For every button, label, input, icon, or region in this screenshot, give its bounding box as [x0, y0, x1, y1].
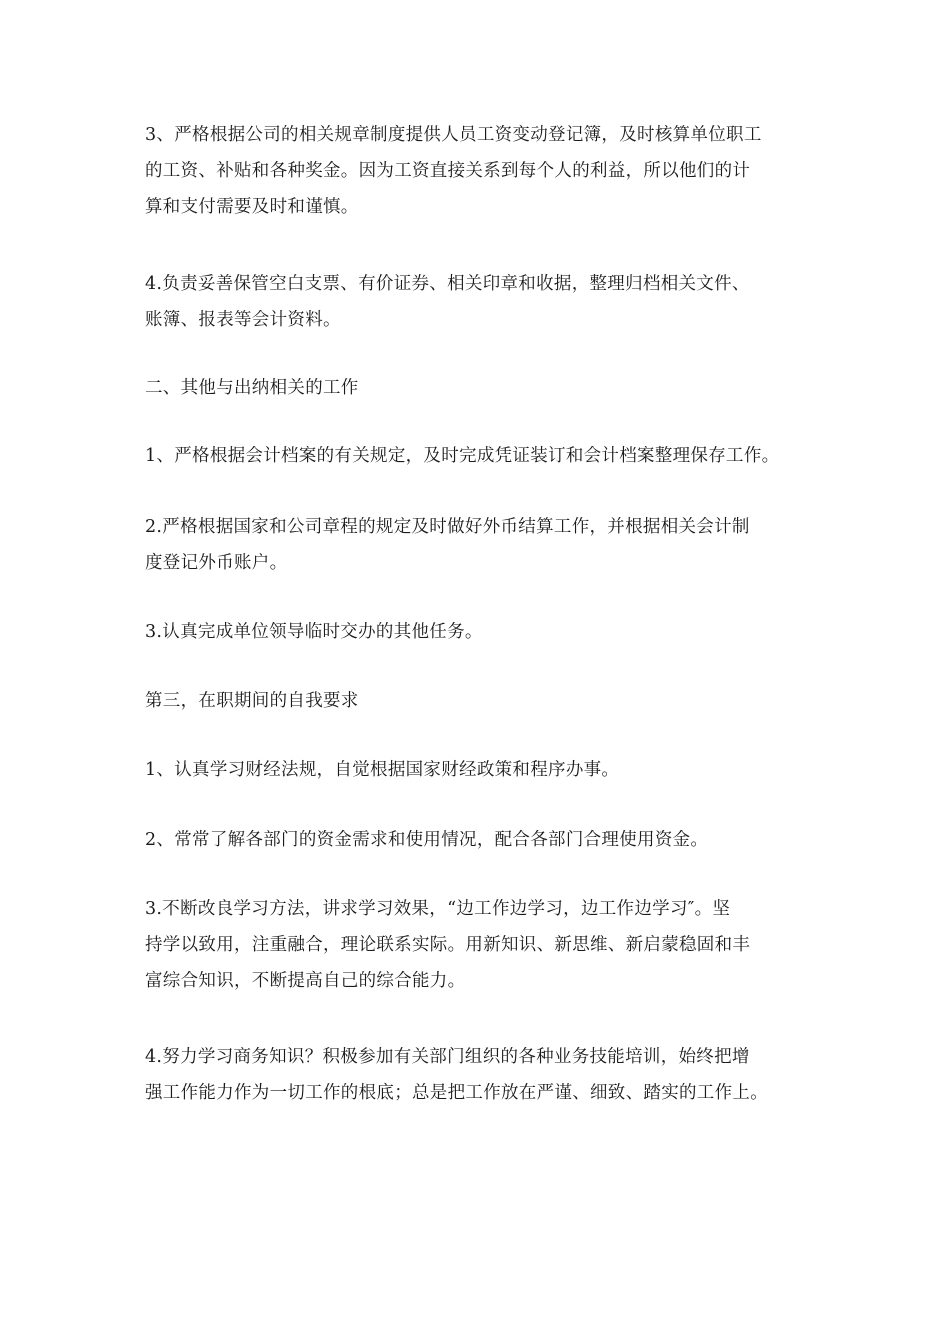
paragraph-payroll-duty	[145, 117, 825, 225]
text-line: 3.不断改良学习方法，讲求学习效果，“边工作边学习，边工作边学习″。坚	[145, 899, 731, 919]
text-line: 2.严格根据国家和公司章程的规定及时做好外币结算工作，并根据相关会计制	[145, 517, 750, 537]
text-line: 强工作能力作为一切工作的根底；总是把工作放在严谨、细致、踏实的工作上。	[145, 1083, 768, 1103]
paragraph-archive-duty	[145, 438, 825, 474]
text-line: 富综合知识，不断提高自己的综合能力。	[145, 971, 466, 991]
text-line: 持学以致用，注重融合，理论联系实际。用新知识、新思维、新启蒙稳固和丰	[145, 935, 751, 955]
text-line: 4.努力学习商务知识？积极参加有关部门组织的各种业务技能培训，始终把增	[145, 1047, 750, 1067]
section-heading-self-requirements	[145, 683, 825, 719]
text-line: 第三，在职期间的自我要求	[145, 691, 359, 711]
paragraph-study-regulations	[145, 752, 825, 788]
text-line: 2、常常了解各部门的资金需求和使用情况，配合各部门合理使用资金。	[145, 830, 709, 850]
paragraph-fund-usage	[145, 822, 825, 858]
text-line: 账簿、报表等会计资料。	[145, 310, 341, 330]
text-line: 3.认真完成单位领导临时交办的其他任务。	[145, 622, 483, 642]
text-line: 3、严格根据公司的相关规章制度提供人员工资变动登记簿，及时核算单位职工	[145, 125, 762, 145]
paragraph-other-tasks	[145, 614, 825, 650]
paragraph-business-knowledge	[145, 1039, 825, 1111]
text-line: 4.负责妥善保管空白支票、有价证券、相关印章和收据，整理归档相关文件、	[145, 274, 750, 294]
text-line: 度登记外币账户。	[145, 553, 288, 573]
text-line: 二、其他与出纳相关的工作	[145, 378, 359, 398]
section-heading-other-work	[145, 370, 825, 406]
text-line: 1、认真学习财经法规，自觉根据国家财经政策和程序办事。	[145, 760, 620, 780]
paragraph-learning-methods	[145, 891, 825, 999]
text-line: 的工资、补贴和各种奖金。因为工资直接关系到每个人的利益，所以他们的计	[145, 161, 751, 181]
text-line: 1、严格根据会计档案的有关规定，及时完成凭证装订和会计档案整理保存工作。	[145, 446, 780, 466]
text-line: 算和支付需要及时和谨慎。	[145, 197, 359, 217]
paragraph-foreign-currency-duty	[145, 509, 825, 581]
paragraph-safekeeping-duty	[145, 266, 825, 338]
